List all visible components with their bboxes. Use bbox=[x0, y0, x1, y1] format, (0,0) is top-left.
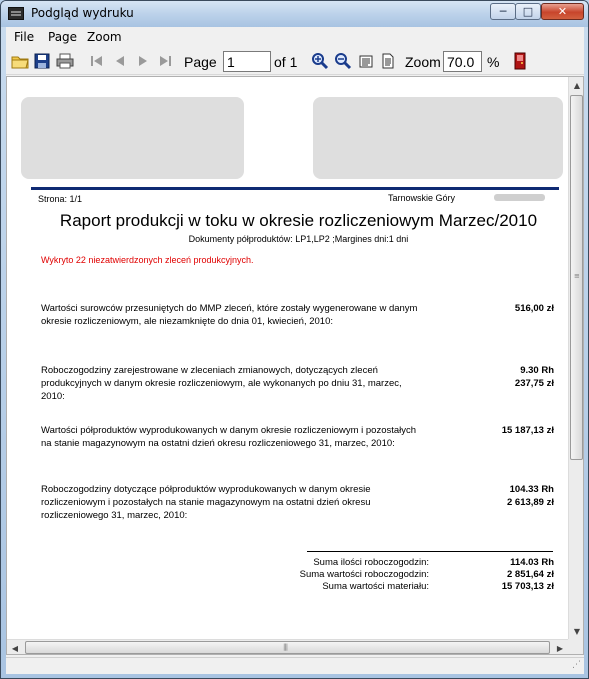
location-text: Tarnowskie Góry bbox=[388, 193, 456, 203]
right-logo-placeholder bbox=[313, 97, 563, 179]
open-folder-icon[interactable] bbox=[11, 52, 29, 70]
close-button[interactable]: ✕ bbox=[541, 3, 584, 20]
app-icon bbox=[8, 7, 24, 20]
zoom-in-icon[interactable] bbox=[311, 52, 329, 70]
previous-page-icon[interactable] bbox=[111, 52, 129, 70]
horizontal-grip-icon: ||| bbox=[283, 643, 288, 651]
scrollbar-corner bbox=[568, 639, 584, 655]
next-page-icon[interactable] bbox=[134, 52, 152, 70]
summary-label-hours-value: Suma wartości roboczogodzin: bbox=[299, 569, 429, 580]
menu-bar bbox=[6, 27, 584, 47]
summary-rule bbox=[307, 551, 553, 552]
window-client-area bbox=[6, 27, 584, 674]
section-3-value-1: 15 187,13 zł bbox=[501, 425, 554, 436]
summary-value-hours: 114.03 Rh bbox=[510, 557, 554, 568]
report-subtitle: Dokumenty półproduktów: LP1,LP2 ;Margines dni:1 dni bbox=[188, 234, 409, 244]
horizontal-scroll-thumb[interactable] bbox=[25, 641, 550, 654]
section-4-text: Roboczogodziny dotyczące półproduktów wyprodukowanych w danym okresie rozliczeniowym i pozostałych na stanie magazynowym na ostatni dzień okresu rozliczeniowego 31, marzec, 2010: bbox=[41, 484, 371, 521]
page-info: Strona: 1/1 bbox=[38, 194, 83, 204]
report-title: Raport produkcji w toku w okresie rozliczeniowym Marzec/2010 bbox=[59, 211, 538, 230]
preview-viewport[interactable] bbox=[6, 76, 584, 655]
section-2-text: Roboczogodziny zarejestrowane w zleceniach zmianowych, dotyczących zleceń produkcyjnych w danym okresie rozliczeniowym, ale wykonanych po dniu 31, marzec, 2010: bbox=[41, 365, 402, 402]
maximize-button[interactable]: □ bbox=[515, 3, 541, 20]
summary-label-material: Suma wartości materiału: bbox=[322, 581, 429, 592]
zoom-unit-label: % bbox=[487, 54, 500, 70]
page-count-label: of 1 bbox=[274, 54, 298, 70]
window-title: Podgląd wydruku bbox=[31, 6, 134, 20]
scroll-down-arrow-icon[interactable]: ▼ bbox=[573, 626, 581, 636]
summary-value-hours-value: 2 851,64 zł bbox=[506, 569, 554, 580]
header-rule bbox=[31, 187, 559, 190]
report-page bbox=[7, 77, 568, 639]
first-page-icon[interactable] bbox=[88, 52, 106, 70]
print-icon[interactable] bbox=[56, 52, 74, 70]
last-page-icon[interactable] bbox=[156, 52, 174, 70]
section-4-value-2: 2 613,89 zł bbox=[506, 497, 554, 508]
left-logo-placeholder bbox=[21, 97, 244, 179]
scroll-right-arrow-icon[interactable]: ▶ bbox=[556, 643, 564, 653]
section-3-text: Wartości półproduktów wyprodukowanych w danym okresie rozliczeniowym i pozostałych na stanie magazynowym na ostatni dzień okresu rozliczeniowego 31, marzec, 2010: bbox=[41, 425, 417, 449]
page-width-icon[interactable] bbox=[357, 52, 375, 70]
horizontal-scrollbar[interactable] bbox=[7, 639, 568, 655]
zoom-label: Zoom bbox=[405, 54, 441, 70]
scroll-left-arrow-icon[interactable]: ◀ bbox=[11, 643, 19, 653]
section-4-value-1: 104.33 Rh bbox=[509, 484, 554, 495]
zoom-out-icon[interactable] bbox=[334, 52, 352, 70]
status-bar bbox=[6, 657, 584, 674]
redacted-date bbox=[494, 194, 545, 201]
warning-message: Wykryto 22 niezatwierdzonych zleceń produkcyjnych. bbox=[41, 255, 254, 265]
vertical-scrollbar[interactable] bbox=[568, 77, 584, 639]
menu-zoom[interactable]: Zoom bbox=[87, 30, 122, 44]
summary-label-hours: Suma ilości roboczogodzin: bbox=[313, 557, 429, 568]
section-1-value-1: 516,00 zł bbox=[514, 303, 554, 314]
title-bar[interactable] bbox=[1, 1, 588, 27]
menu-page[interactable]: Page bbox=[48, 30, 78, 44]
section-2-value-2: 237,75 zł bbox=[514, 378, 554, 389]
scroll-up-arrow-icon[interactable]: ▲ bbox=[573, 80, 581, 90]
minimize-button[interactable]: ─ bbox=[490, 3, 516, 20]
section-1-text: Wartości surowców przesuniętych do MMP zleceń, które zostały wygenerowane w danym okresie rozliczeniowym, ale niezamknięte do dnia 01, kwiecień, 2010: bbox=[41, 303, 418, 327]
summary-value-material: 15 703,13 zł bbox=[501, 581, 554, 592]
page-label: Page bbox=[184, 54, 217, 70]
whole-page-icon[interactable] bbox=[379, 52, 397, 70]
resize-grip-icon[interactable]: ⋰ bbox=[572, 660, 581, 670]
section-2-value-1: 9.30 Rh bbox=[520, 365, 554, 376]
menu-file[interactable]: File bbox=[14, 30, 35, 44]
zoom-input[interactable] bbox=[443, 51, 482, 72]
toolbar bbox=[6, 47, 584, 75]
save-icon[interactable] bbox=[33, 52, 51, 70]
page-number-input[interactable] bbox=[223, 51, 271, 72]
exit-door-icon[interactable] bbox=[511, 52, 529, 70]
vertical-grip-icon: ≡ bbox=[574, 272, 579, 280]
vertical-scroll-thumb[interactable] bbox=[570, 95, 583, 460]
